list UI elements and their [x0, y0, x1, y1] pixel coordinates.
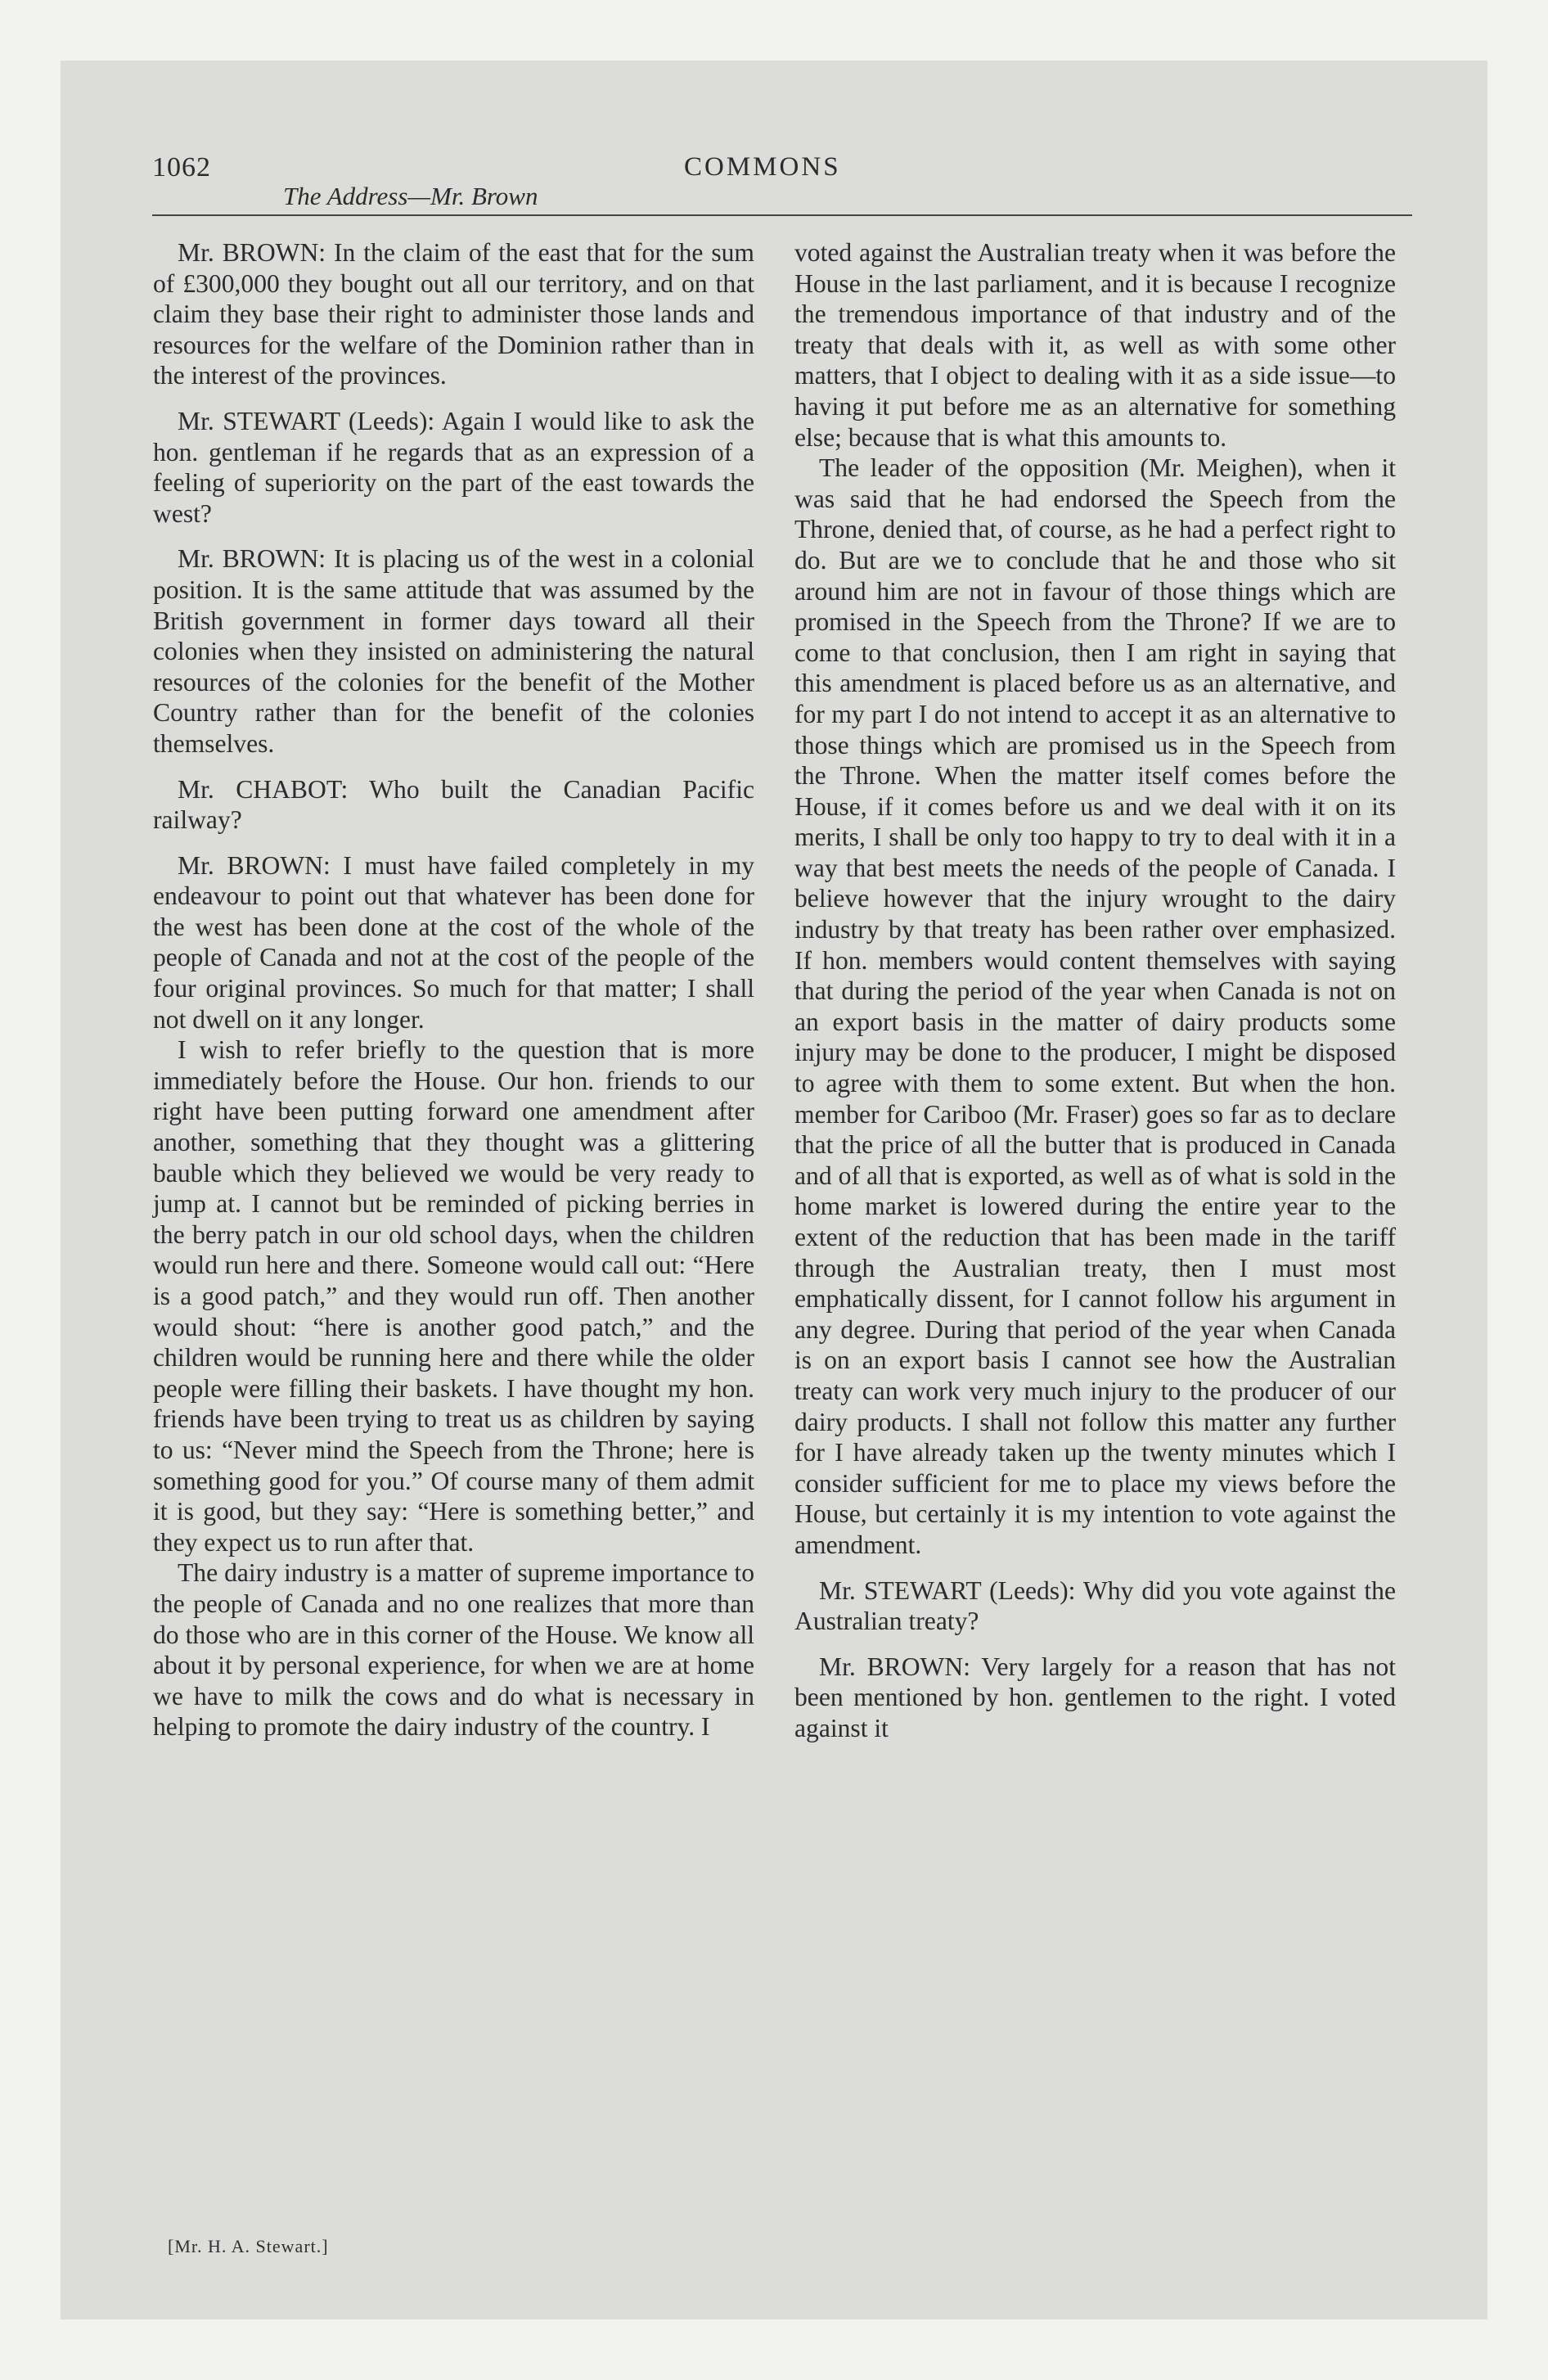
- running-subhead: The Address—Mr. Brown: [283, 182, 538, 210]
- header-rule: [152, 214, 1412, 216]
- paragraph: Mr. BROWN: Very largely for a reason that has not been mentioned by hon. gentlemen to the right. I voted against it: [794, 1652, 1396, 1742]
- left-column: [153, 237, 754, 1742]
- page-header: [152, 152, 1412, 210]
- running-head: COMMONS: [684, 152, 841, 182]
- paragraph: I wish to refer briefly to the question that is more immediately before the House. Our hon. friends to our right have been putting forward one amendment after another, something that they thought was a glittering bauble which they believed we would be very ready to jump at. I cannot but be reminded of picking berries in the berry patch in our old school days, when the children would run here and there. Someone would call out: “Here is a good patch,” and they would run off. Then another would shout: “here is another good patch,” and the children would be running here and there while the older people were filling their baskets. I have thought my hon. friends have been trying to treat us as children by saying to us: “Never mind the Speech from the Throne; here is something good for you.” Of course many of them admit it is good, but they say: “Here is something better,” and they expect us to run after that.: [153, 1035, 754, 1557]
- paragraph: voted against the Australian treaty when it was before the House in the last parliament, and it is because I recognize the tremendous importance of that industry and of the treaty that deals with it, as well as with some other matters, that I object to dealing with it as a side issue—to having it put before me as an alternative for something else; because that is what this amounts to.: [794, 238, 1396, 452]
- paragraph: The leader of the opposition (Mr. Meighen), when it was said that he had endorsed the Speech from the Throne, denied that, of course, as he had a perfect right to do. But are we to conclude that he and those who sit around him are not in favour of those things which are promised in the Speech from the Throne? If we are to come to that conclusion, then I am right in saying that this amendment is placed before us as an alternative, and for my part I do not intend to accept it as an alternative to those things which are promised us in the Speech from the Throne. When the matter itself comes before the House, if it comes before us and we deal with it on its merits, I shall be only too happy to try to deal with it in a way that best meets the needs of the people of Canada. I believe however that the injury wrought to the dairy industry by that treaty has been rather over emphasized. If hon. members would content themselves with saying that during the period of the year when Canada is not on an export basis in the matter of dairy products some injury may be done to the producer, I might be disposed to agree with them to some extent. But when the hon. member for Cariboo (Mr. Fraser) goes so far as to declare that the price of all the butter that is produced in Canada and of all that is exported, as well as of what is sold in the home market is lowered during the entire year to the extent of the reduction that has been made in the tariff through the Australian treaty, then I must most emphatically dissent, for I cannot follow his argument in any degree. During that period of the year when Canada is on an export basis I cannot see how the Australian treaty can work very much injury to the producer of our dairy products. I shall not follow this matter any further for I have already taken up the twenty minutes which I consider sufficient for me to place my views before the House, but certainly it is my intention to vote against the amendment.: [794, 453, 1396, 1559]
- paragraph: Mr. CHABOT: Who built the Canadian Pacific railway?: [153, 774, 754, 835]
- paragraph: Mr. STEWART (Leeds): Again I would like to ask the hon. gentleman if he regards that as an expression of a feeling of superiority on the part of the east towards the west?: [153, 406, 754, 528]
- paragraph: Mr. BROWN: It is placing us of the west in a colonial position. It is the same attitude that was assumed by the British government in former days toward all their colonies when they insisted on administering the natural resources of the colonies for the benefit of the Mother Country rather than for the benefit of the colonies themselves.: [153, 544, 754, 758]
- paragraph: Mr. STEWART (Leeds): Why did you vote against the Australian treaty?: [794, 1575, 1396, 1636]
- paragraph: Mr. BROWN: I must have failed completely in my endeavour to point out that whatever has been done for the west has been done at the cost of the whole of the people of Canada and not at the cost of the people of the four original provinces. So much for that matter; I shall not dwell on it any longer.: [153, 850, 754, 1034]
- page-number: 1062: [152, 152, 211, 183]
- footer-note: [Mr. H. A. Stewart.]: [168, 2236, 329, 2256]
- paragraph: Mr. BROWN: In the claim of the east that for the sum of £300,000 they bought out all our territory, and on that claim they base their right to administer those lands and resources for the welfare of the Dominion rather than in the interest of the provinces.: [153, 238, 754, 390]
- right-column: [794, 237, 1396, 1744]
- paragraph: The dairy industry is a matter of supreme importance to the people of Canada and no one realizes that more than do those who are in this corner of the House. We know all about it by personal experience, for when we are at home we have to milk the cows and do what is necessary in helping to promote the dairy industry of the country. I: [153, 1558, 754, 1742]
